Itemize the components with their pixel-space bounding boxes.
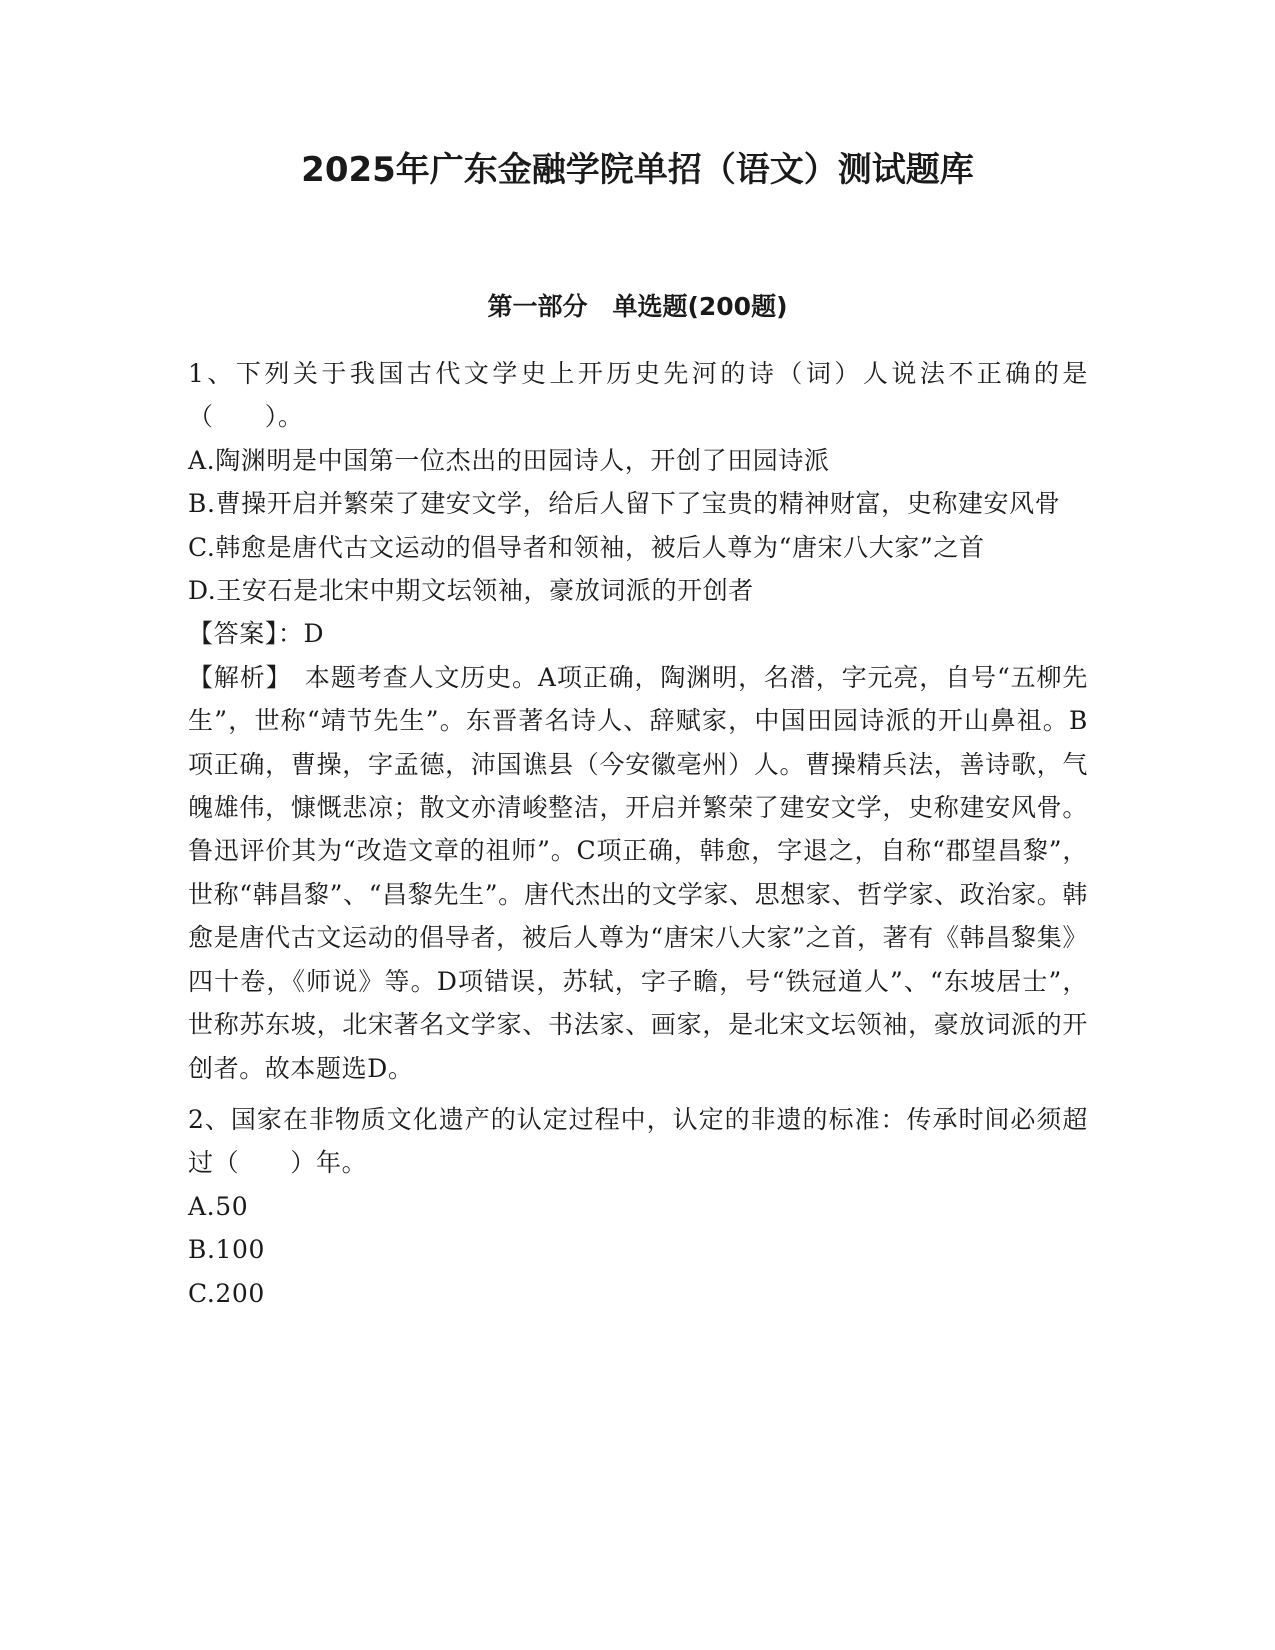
- question-stem: 1、下列关于我国古代文学史上开历史先河的诗（词）人说法不正确的是（ ）。: [188, 359, 1088, 432]
- answer-line: 【答案】：D: [188, 619, 325, 649]
- question-list: [188, 352, 1088, 1323]
- option-a: A.陶渊明是中国第一位杰出的田园诗人，开创了田园诗派: [188, 445, 830, 475]
- option-b: B.曹操开启并繁荣了建安文学，给后人留下了宝贵的精神财富，史称建安风骨: [188, 489, 1061, 519]
- analysis-paragraph: 【解析】 本题考查人文历史。A项正确，陶渊明，名潜，字元亮，自号“五柳先生”，世称“靖节先生”。东晋著名诗人、辞赋家，中国田园诗派的开山鼻祖。B项正确，曹操，字孟德，沛国谯县（今安徽亳州）人。曹操精兵法，善诗歌，气魄雄伟，慷慨悲凉；散文亦清峻整洁，开启并繁荣了建安文学，史称建安风骨。鲁迅评价其为“改造文章的祖师”。C项正确，韩愈，字退之，自称“郡望昌黎”，世称“韩昌黎”、“昌黎先生”。唐代杰出的文学家、思想家、哲学家、政治家。韩愈是唐代古文运动的倡导者，被后人尊为“唐宋八大家”之首，著有《韩昌黎集》四十卷，《师说》等。D项错误，苏轼，字子瞻，号“铁冠道人”、“东坡居士”，世称苏东坡，北宋著名文学家、书法家、画家，是北宋文坛领袖，豪放词派的开创者。故本题选D。: [188, 662, 1088, 1083]
- option-b: B.100: [188, 1235, 266, 1265]
- option-c: C.200: [188, 1278, 265, 1308]
- question-2: [188, 1098, 1088, 1315]
- section-title: 第一部分 单选题(200题): [487, 292, 788, 321]
- page-title: 2025年广东金融学院单招（语文）测试题库: [301, 150, 974, 190]
- question-stem: 2、国家在非物质文化遗产的认定过程中，认定的非遗的标准：传承时间必须超过（ ）年。: [188, 1104, 1088, 1178]
- option-a: A.50: [188, 1191, 249, 1221]
- option-d: D.王安石是北宋中期文坛领袖，豪放词派的开创者: [188, 576, 754, 606]
- question-1: [188, 352, 1088, 1090]
- option-c: C.韩愈是唐代古文运动的倡导者和领袖，被后人尊为“唐宋八大家”之首: [188, 532, 985, 562]
